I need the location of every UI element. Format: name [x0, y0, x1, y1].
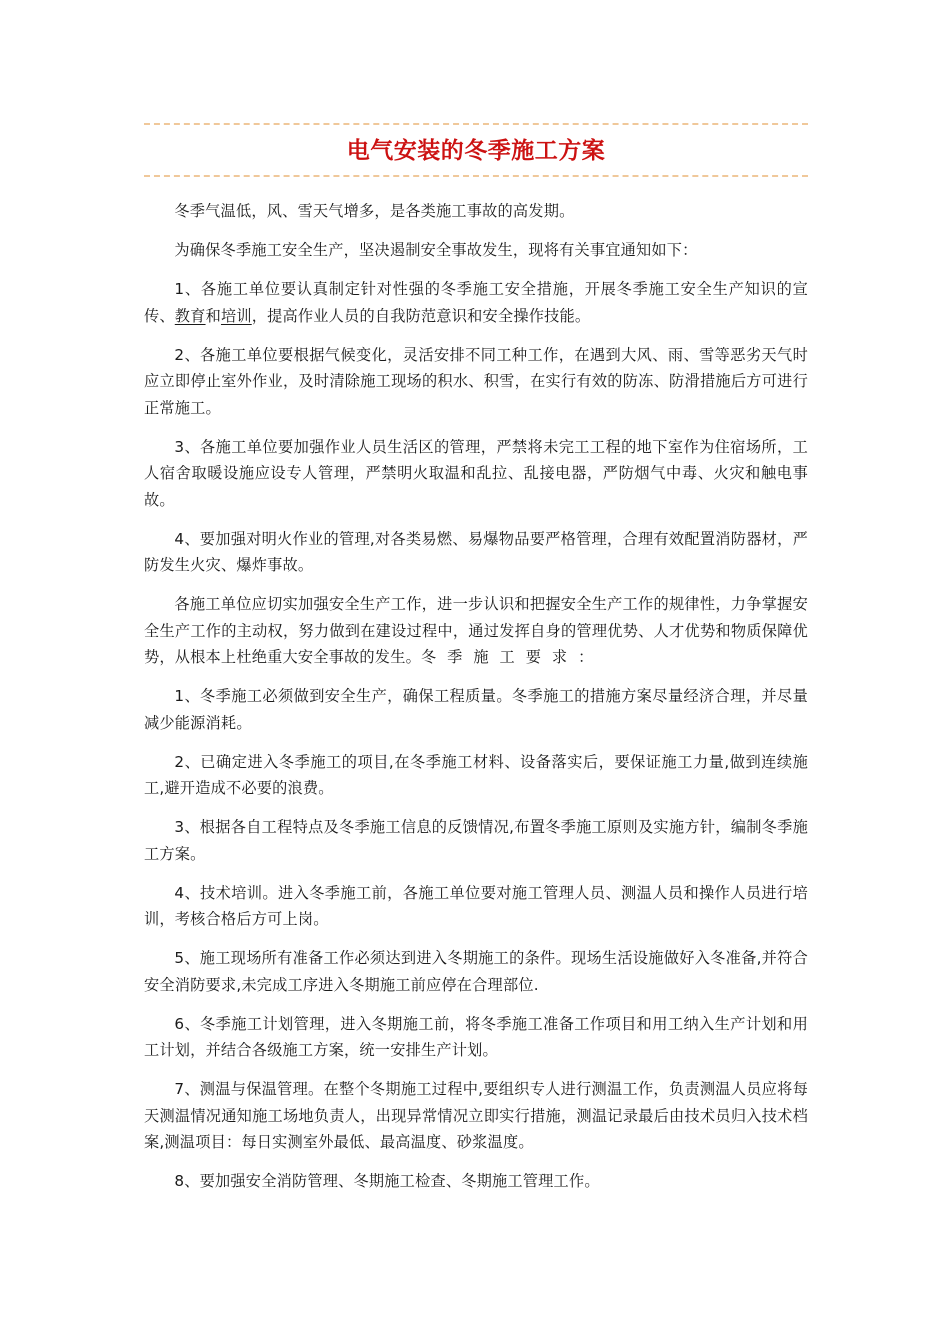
paragraph-notice: 为确保冬季施工安全生产，坚决遏制安全事故发生，现将有关事宜通知如下： [174, 241, 698, 259]
requirement-1: 1、冬季施工必须做到安全生产，确保工程质量。冬季施工的措施方案尽量经济合理，并尽量减少能源消耗。 [144, 687, 808, 732]
paragraph-item-1-text-b: 和 [205, 306, 221, 325]
paragraph-intro: 冬季气温低，风、雪天气增多，是各类施工事故的高发期。 [174, 202, 575, 220]
title-top-dashed-rule [144, 123, 808, 125]
education-link[interactable]: 教育 [174, 306, 206, 325]
requirements-heading: 冬季施工要求： [420, 648, 605, 666]
document-body [144, 198, 808, 1207]
paragraph-item-4: 4、要加强对明火作业的管理,对各类易燃、易爆物品要严格管理，合理有效配置消防器材，严防发生火灾、爆炸事故。 [144, 529, 808, 574]
title-bottom-dashed-rule [144, 175, 808, 177]
requirement-3: 3、根据各自工程特点及冬季施工信息的反馈情况,布置冬季施工原则及实施方针，编制冬季施工方案。 [144, 818, 808, 863]
training-link[interactable]: 培训 [220, 306, 252, 325]
document-title: 电气安装的冬季施工方案 [346, 138, 606, 164]
paragraph-item-1-text-a: 1、各施工单位要认真制定针对性强的冬季施工安全措施，开展冬季施工安全生产知识的宣传、 [144, 280, 808, 325]
requirement-6: 6、冬季施工计划管理，进入冬期施工前，将冬季施工准备工作项目和用工纳入生产计划和用工计划，并结合各级施工方案，统一安排生产计划。 [144, 1014, 808, 1059]
paragraph-item-2: 2、各施工单位要根据气候变化，灵活安排不同工种工作，在遇到大风、雨、雪等恶劣天气时应立即停止室外作业，及时清除施工现场的积水、积雪，在实行有效的防冻、防滑措施后方可进行正常施工。 [144, 345, 808, 417]
paragraph-summary-text: 各施工单位应切实加强安全生产工作，进一步认识和把握安全生产工作的规律性，力争掌握安全生产工作的主动权，努力做到在建设过程中，通过发挥自身的管理优势、人才优势和物质保障优势，从根本上杜绝重大安全事故的发生。 [144, 595, 808, 666]
paragraph-summary [144, 591, 808, 671]
paragraph-item-1-text-c: ，提高作业人员的自我防范意识和安全操作技能。 [251, 306, 591, 325]
requirement-5: 5、施工现场所有准备工作必须达到进入冬期施工的条件。现场生活设施做好入冬准备,并符合安全消防要求,未完成工序进入冬期施工前应停在合理部位. [144, 949, 808, 994]
requirement-8: 8、要加强安全消防管理、冬期施工检查、冬期施工管理工作。 [174, 1172, 600, 1190]
paragraph-item-3: 3、各施工单位要加强作业人员生活区的管理，严禁将未完工工程的地下室作为住宿场所，工人宿舍取暖设施应设专人管理，严禁明火取温和乱拉、乱接电器，严防烟气中毒、火灾和触电事故。 [144, 437, 808, 509]
paragraph-item-1 [144, 276, 808, 329]
requirement-7: 7、测温与保温管理。在整个冬期施工过程中,要组织专人进行测温工作，负责测温人员应将每天测温情况通知施工场地负责人，出现异常情况立即实行措施，测温记录最后由技术员归入技术档案,测温项目：每日实测室外最低、最高温度、砂浆温度。 [144, 1080, 808, 1151]
requirement-4: 4、技术培训。进入冬季施工前，各施工单位要对施工管理人员、测温人员和操作人员进行培训，考核合格后方可上岗。 [144, 883, 808, 928]
requirement-2: 2、已确定进入冬季施工的项目,在冬季施工材料、设备落实后，要保证施工力量,做到连续施工,避开造成不必要的浪费。 [144, 752, 808, 797]
